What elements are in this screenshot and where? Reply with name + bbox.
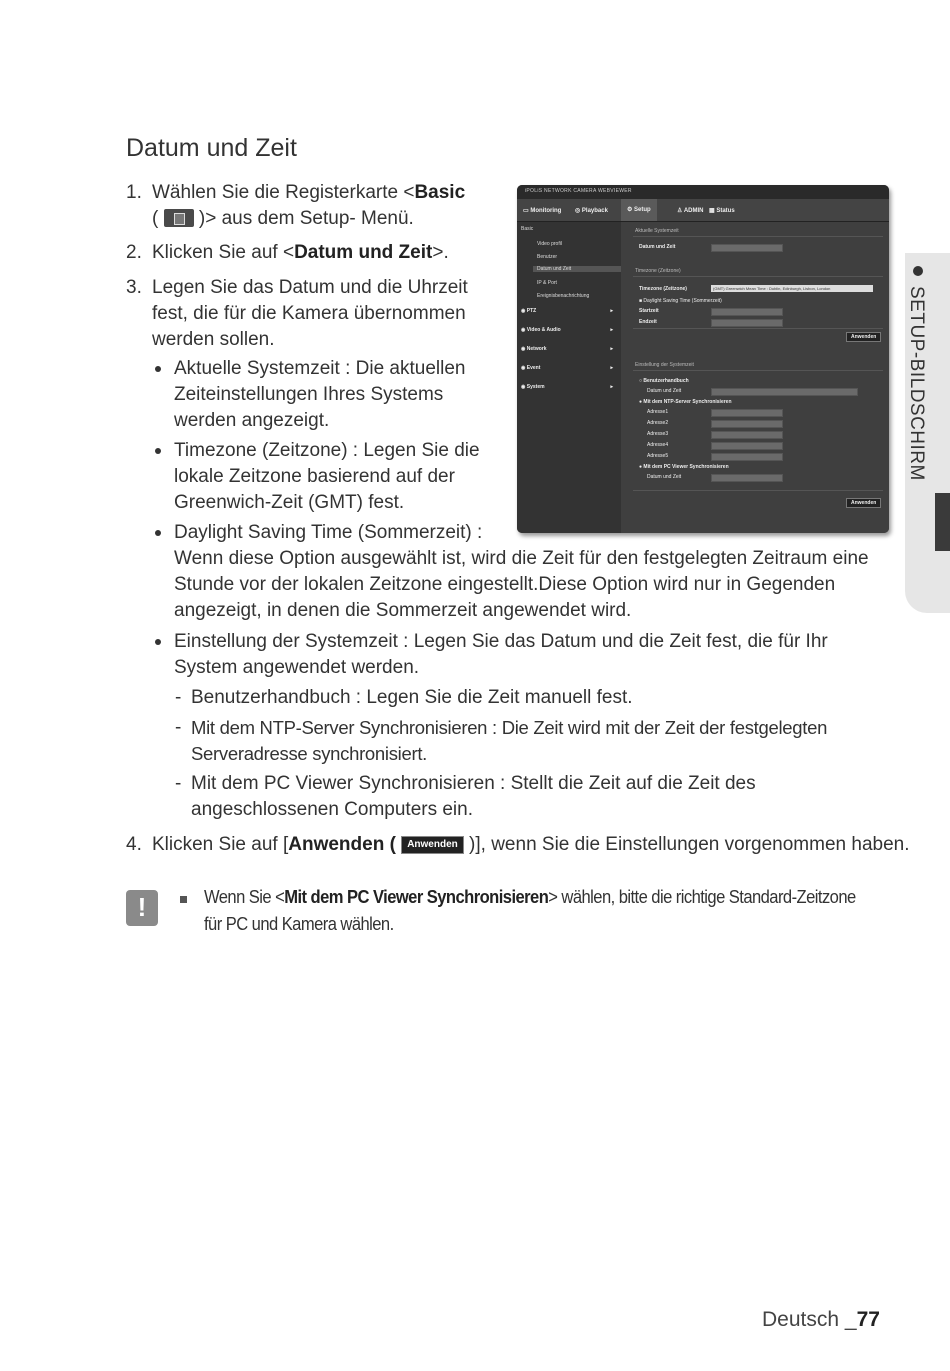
sidebar-group: ◉ Network ▸ <box>521 346 613 352</box>
step-3-line: werden sollen. <box>152 329 275 350</box>
bullet-line: System angewendet werden. <box>174 657 420 678</box>
divider <box>633 236 883 237</box>
bullet-icon <box>155 639 161 645</box>
section-title: Datum und Zeit <box>126 134 297 162</box>
field-value <box>711 431 783 439</box>
bullet-icon <box>155 530 161 536</box>
bullet-icon <box>155 448 161 454</box>
bullet-line: Aktuelle Systemzeit : Die aktuellen <box>174 358 466 379</box>
note-square-bullet-icon <box>180 896 187 903</box>
dash-marker: - <box>175 773 182 794</box>
field-label: Adresse5 <box>647 453 669 459</box>
apply-button-icon: Anwenden <box>401 836 464 854</box>
dash-marker: - <box>175 717 182 738</box>
chapter-side-label <box>905 266 927 481</box>
sidebar-group: ◉ System ▸ <box>521 384 613 390</box>
bullet-line: Daylight Saving Time (Sommerzeit) : <box>174 522 483 543</box>
field-value <box>711 319 783 327</box>
field-value <box>711 474 783 482</box>
bullet-line: lokale Zeitzone basierend auf der <box>174 466 455 487</box>
note-warning-icon: ! <box>126 890 158 926</box>
field-value <box>711 420 783 428</box>
sidebar-group: ◉ Event ▸ <box>521 365 613 371</box>
apply-button: Anwenden <box>846 332 881 342</box>
chapter-side-label-text: SETUP-BILDSCHIRM <box>906 286 927 481</box>
field-label: Adresse3 <box>647 431 669 437</box>
divider <box>633 328 883 329</box>
nav-status: ▦ Status <box>709 208 735 214</box>
webviewer-main <box>621 222 889 533</box>
note-text: Wenn Sie <Mit dem PC Viewer Synchronisieren> wählen, bitte die richtige Standard-Zeitzone für PC und Kamera wählen. <box>204 887 856 934</box>
step-1-line1: Wählen Sie die Registerkarte <Basic <box>152 182 466 203</box>
field-label: Datum und Zeit <box>647 474 682 480</box>
sidebar-group: ◉ Video & Audio ▸ <box>521 327 613 333</box>
section-header: Einstellung der Systemzeit <box>635 362 694 368</box>
field-label: Timezone (Zeitzone) <box>639 286 687 292</box>
field-value <box>711 442 783 450</box>
webviewer-topbar <box>517 185 889 199</box>
step-3-line: fest, die für die Kamera übernommen <box>152 303 466 324</box>
webviewer-sidebar <box>517 222 621 533</box>
sidebar-item: Ereignisbenachrichtung <box>537 293 590 299</box>
nav-admin: ♙ ADMIN <box>677 208 704 214</box>
dash-line: Mit dem NTP-Server Synchronisieren : Die Zeit wird mit der Zeit der festgelegten <box>191 717 828 738</box>
field-label: ■ Daylight Saving Time (Sommerzeit) <box>639 298 722 304</box>
sidebar-group: ◉ PTZ ▸ <box>521 308 613 314</box>
radio-label: ● Mit dem PC Viewer Synchronisieren <box>639 464 729 470</box>
field-label: Adresse4 <box>647 442 669 448</box>
step-3-line: Legen Sie das Datum und die Uhrzeit <box>152 277 468 298</box>
step-number: 3. <box>126 277 142 298</box>
dash-line: angeschlossenen Computers ein. <box>191 799 474 820</box>
bullet-line: Zeiteinstellungen Ihres Systems <box>174 384 444 405</box>
step-number: 1. <box>126 182 142 203</box>
chapter-side-tab-marker <box>935 493 950 551</box>
bullet-line: Einstellung der Systemzeit : Legen Sie das Datum und die Zeit fest, die für Ihr <box>174 631 828 652</box>
divider <box>633 370 883 371</box>
radio-label: ● Mit dem NTP-Server Synchronisieren <box>639 399 732 405</box>
bullet-line: Greenwich-Zeit (GMT) fest. <box>174 492 405 513</box>
setup-menu-icon <box>164 209 194 227</box>
dash-line: Benutzerhandbuch : Legen Sie die Zeit manuell fest. <box>191 687 633 708</box>
field-value <box>711 244 783 252</box>
field-value <box>711 308 783 316</box>
bullet-line: Stunde vor der lokalen Zeitzone eingestellt.Diese Option wird nur in Gegenden <box>174 574 836 595</box>
sidebar-item: IP & Port <box>537 280 557 286</box>
field-label: Adresse1 <box>647 409 669 415</box>
field-label: Startzeit <box>639 308 659 314</box>
dash-line: Serveradresse synchronisiert. <box>191 743 428 764</box>
webviewer-screenshot <box>517 185 889 533</box>
sidebar-item: Basic <box>521 226 534 232</box>
date-time-fields <box>711 388 858 396</box>
field-label: Endzeit <box>639 319 657 325</box>
webviewer-nav <box>517 199 889 222</box>
nav-playback: ◎ Playback <box>575 208 608 214</box>
dash-line: Mit dem PC Viewer Synchronisieren : Stellt die Zeit auf die Zeit des <box>191 773 756 794</box>
dash-marker: - <box>175 687 182 708</box>
bullet-dot-icon <box>913 266 923 276</box>
bullet-line: Timezone (Zeitzone) : Legen Sie die <box>174 440 480 461</box>
step-2-text: Klicken Sie auf <Datum und Zeit>. <box>152 242 449 263</box>
apply-button: Anwenden <box>846 498 881 508</box>
step-number: 2. <box>126 242 142 263</box>
section-header: Aktuelle Systemzeit <box>635 228 679 234</box>
page-footer: Deutsch _77 <box>762 1308 880 1331</box>
sidebar-item: Video profil <box>537 241 562 247</box>
section-header: Timezone (Zeitzone) <box>635 268 681 274</box>
bullet-icon <box>155 366 161 372</box>
bullet-line: Wenn diese Option ausgewählt ist, wird die Zeit für den festgelegten Zeitraum eine <box>174 548 869 569</box>
step-4-text: Klicken Sie auf [Anwenden ( Anwenden )], wenn Sie die Einstellungen vorgenommen haben. <box>152 834 910 855</box>
sidebar-item-active: Datum und Zeit <box>533 266 633 272</box>
field-value <box>711 453 783 461</box>
bullet-line: angezeigt, in denen die Sommerzeit angewendet wird. <box>174 600 632 621</box>
field-label: Datum und Zeit <box>647 388 682 394</box>
timezone-select: (GMT) Greenwich Mean Time : Dublin, Edinburgh, Lisbon, London <box>711 285 873 292</box>
webviewer-brand: iPOLiS NETWORK CAMERA WEBVIEWER <box>525 188 632 194</box>
divider <box>633 490 883 491</box>
sidebar-item: Benutzer <box>537 254 558 260</box>
step-number: 4. <box>126 834 142 855</box>
nav-monitoring: ▭ Monitoring <box>523 208 562 214</box>
step-1-line2: ( )> aus dem Setup- Menü. <box>152 208 414 229</box>
radio-label: ○ Benutzerhandbuch <box>639 378 689 384</box>
bullet-line: werden angezeigt. <box>174 410 330 431</box>
field-value <box>711 409 783 417</box>
field-label: Datum und Zeit <box>639 244 676 250</box>
nav-setup: ⚙ Setup <box>621 199 657 221</box>
field-label: Adresse2 <box>647 420 669 426</box>
divider <box>633 276 883 277</box>
